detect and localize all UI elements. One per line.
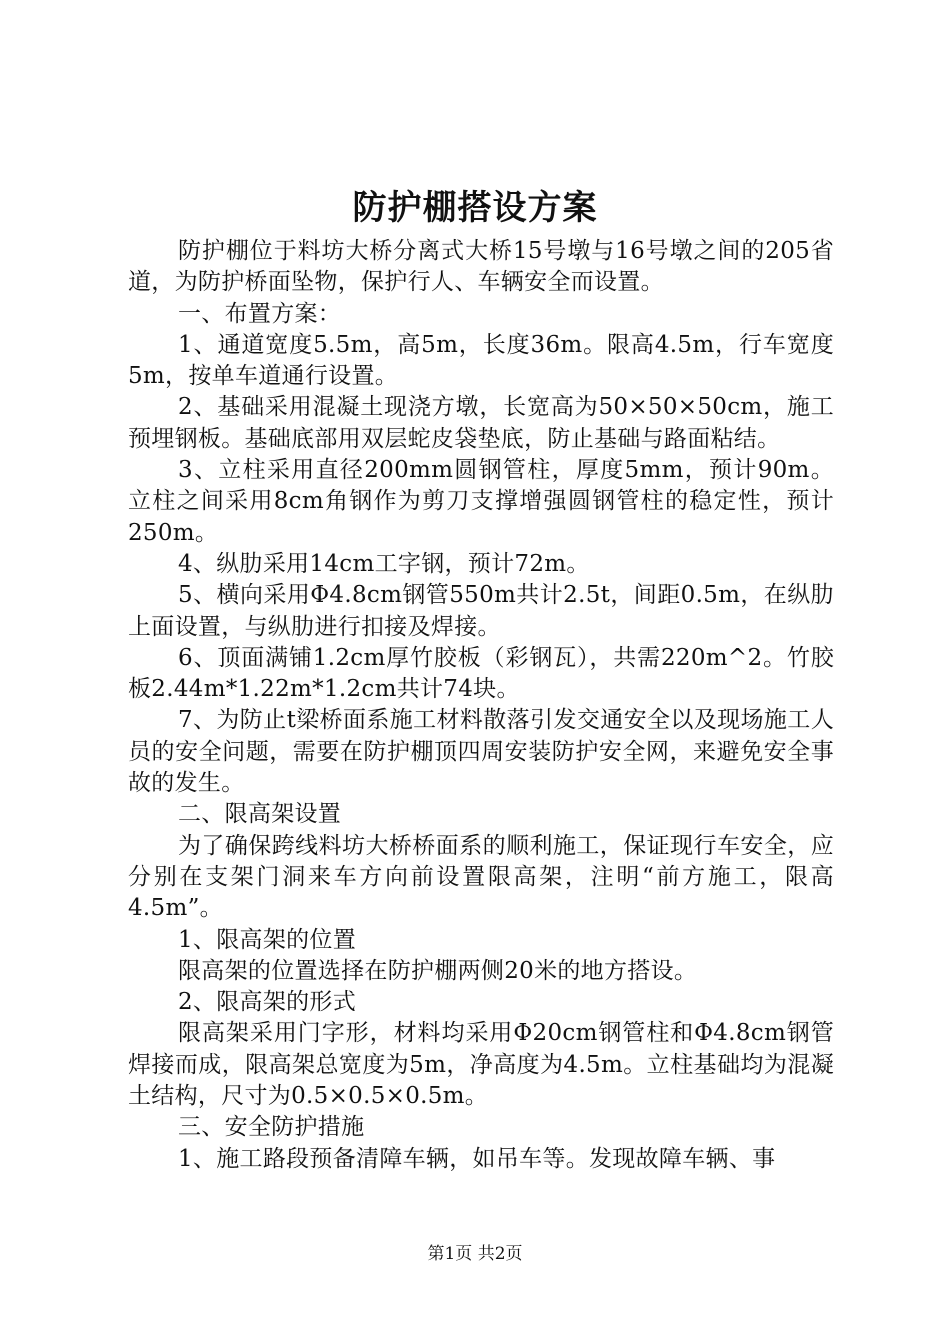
document-body (128, 236, 834, 1175)
page-footer: 第1页 共2页 (427, 1244, 523, 1264)
section-heading-layout: 一、布置方案： (178, 300, 342, 327)
layout-item-2: 2、基础采用混凝土现浇方墩，长宽高为50×50×50cm，施工预埋钢板。基础底部用双层蛇皮袋垫底，防止基础与路面粘结。 (128, 394, 834, 452)
layout-item-6: 6、顶面满铺1.2cm厚竹胶板（彩钢瓦），共需220m^2。竹胶板2.44m*1.22m*1.2cm共计74块。 (128, 644, 834, 703)
section-heading-height-limit: 二、限高架设置 (178, 801, 342, 828)
height-limit-position-text: 限高架的位置选择在防护棚两侧20米的地方搭设。 (178, 957, 698, 984)
layout-item-3: 3、立柱采用直径200mm圆钢管柱，厚度5mm，预计90m。立柱之间采用8cm角钢作为剪刀支撑增强圆钢管柱的稳定性，预计250m。 (128, 457, 834, 546)
height-limit-form-heading: 2、限高架的形式 (178, 989, 357, 1016)
height-limit-form-text: 限高架采用门字形，材料均采用Φ20cm钢管柱和Φ4.8cm钢管焊接而成，限高架总宽度为5m，净高度为4.5m。立柱基础均为混凝土结构，尺寸为0.5×0.5×0.5m。 (128, 1020, 834, 1110)
section-heading-safety: 三、安全防护措施 (178, 1114, 365, 1141)
layout-item-1: 1、通道宽度5.5m，高5m，长度36m。限高4.5m，行车宽度5m，按单车道通行设置。 (128, 331, 834, 390)
layout-item-4: 4、纵肋采用14cm工字钢，预计72m。 (178, 550, 590, 577)
intro-paragraph: 防护棚位于料坊大桥分离式大桥15号墩与16号墩之间的205省道，为防护桥面坠物，保护行人、车辆安全而设置。 (128, 238, 834, 296)
height-limit-paragraph: 为了确保跨线料坊大桥桥面系的顺利施工，保证现行车安全，应分别在支架门洞来车方向前设置限高架，注明“前方施工，限高4.5m”。 (128, 832, 834, 922)
layout-item-5: 5、横向采用Φ4.8cm钢管550m共计2.5t，间距0.5m，在纵肋上面设置，与纵肋进行扣接及焊接。 (128, 582, 834, 640)
height-limit-position-heading: 1、限高架的位置 (178, 926, 357, 953)
document-title: 防护棚搭设方案 (352, 188, 598, 228)
layout-item-7: 7、为防止t梁桥面系施工材料散落引发交通安全以及现场施工人员的安全问题，需要在防护棚顶四周安装防护安全网，来避免安全事故的发生。 (128, 707, 834, 797)
safety-item-1: 1、施工路段预备清障车辆，如吊车等。发现故障车辆、事 (178, 1145, 776, 1172)
